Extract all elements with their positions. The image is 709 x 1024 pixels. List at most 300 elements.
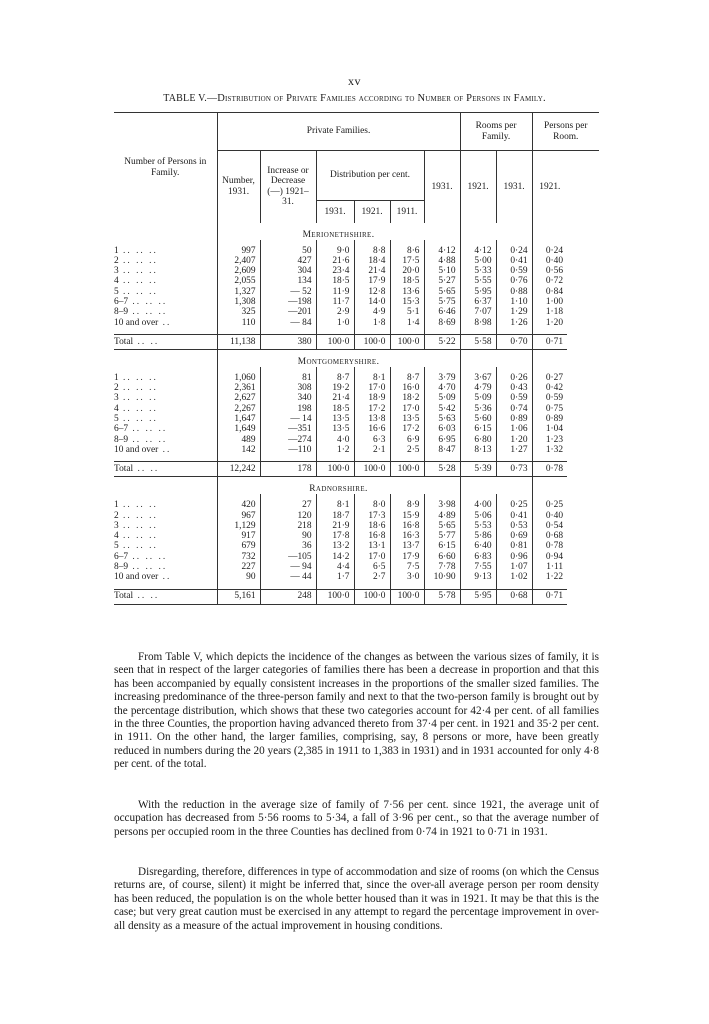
row-label-cell xyxy=(114,318,217,328)
row-label: 4 xyxy=(114,531,119,542)
cell-number: 325 xyxy=(217,307,260,317)
cell-persons-1921: 1·23 xyxy=(532,435,567,445)
cell-rooms-1931: 3·98 xyxy=(424,500,460,510)
leader-dots: .. .. .. xyxy=(118,520,158,531)
cell-rooms-1931: 5·77 xyxy=(424,531,460,541)
cell-persons-1921: 0·24 xyxy=(532,246,567,256)
cell-dist-1911: 18·5 xyxy=(390,276,424,286)
cell-dist-1931: 11·7 xyxy=(316,297,354,307)
cell-number: 1,647 xyxy=(217,414,260,424)
cell-increase: —201 xyxy=(260,307,316,317)
cell-dist-1911: 1·4 xyxy=(390,318,424,328)
cell-dist-1911: 16·8 xyxy=(390,521,424,531)
header-increase: Increase or Decrease (—) 1921–31. xyxy=(260,151,316,223)
header-rooms-per-family: Rooms per Family. xyxy=(460,113,532,151)
cell-dist-1911: 16·3 xyxy=(390,531,424,541)
cell-increase: 198 xyxy=(260,404,316,414)
leader-dots: .. .. .. xyxy=(118,393,158,404)
total-label: Total .. .. xyxy=(114,334,217,349)
cell-persons-1931: 0·89 xyxy=(496,414,532,424)
total-label: Total .. .. xyxy=(114,589,217,604)
cell-dist-1931: 2·9 xyxy=(316,307,354,317)
row-label-cell xyxy=(114,541,217,551)
cell-number: 1,060 xyxy=(217,373,260,383)
leader-dots: .. .. xyxy=(133,464,160,475)
cell-rooms-1931: 5·42 xyxy=(424,404,460,414)
total-row xyxy=(114,589,599,604)
total-dist-1911: 100·0 xyxy=(390,462,424,477)
cell-rooms-1921: 5·06 xyxy=(460,511,496,521)
cell-rooms-1921: 5·53 xyxy=(460,521,496,531)
cell-rooms-1921: 6·83 xyxy=(460,552,496,562)
cell-increase: 81 xyxy=(260,373,316,383)
total-rooms-1931: 5·22 xyxy=(424,334,460,349)
cell-dist-1931: 21·6 xyxy=(316,256,354,266)
cell-persons-1931: 1·10 xyxy=(496,297,532,307)
leader-dots: .. xyxy=(158,572,172,583)
row-label-cell xyxy=(114,414,217,424)
total-dist-1911: 100·0 xyxy=(390,334,424,349)
cell-rooms-1931: 5·27 xyxy=(424,276,460,286)
cell-rooms-1921: 6·80 xyxy=(460,435,496,445)
cell-dist-1911: 15·3 xyxy=(390,297,424,307)
total-rooms-1921: 5·95 xyxy=(460,589,496,604)
row-label: 6–7 xyxy=(114,551,129,562)
total-number: 11,138 xyxy=(217,334,260,349)
table-row xyxy=(114,541,599,551)
cell-number: 1,308 xyxy=(217,297,260,307)
cell-rooms-1921: 4·00 xyxy=(460,500,496,510)
cell-increase: 134 xyxy=(260,276,316,286)
total-persons-1921: 0·71 xyxy=(532,589,567,604)
cell-dist-1921: 6·5 xyxy=(354,562,390,572)
leader-dots: .. .. xyxy=(133,591,160,602)
cell-dist-1931: 23·4 xyxy=(316,266,354,276)
cell-dist-1931: 1·7 xyxy=(316,572,354,582)
cell-dist-1931: 1·0 xyxy=(316,318,354,328)
cell-dist-1931: 21·4 xyxy=(316,393,354,403)
total-row xyxy=(114,462,599,477)
paragraph-2: With the reduction in the average size of family of 7·56 per cent. since 1921, the average unit of occupation has decreased from 5·56 rooms to 5·34, a fall of 3·96 per cent., so that the average number of persons per occupied room in the three Counties has declined from 0·74 in 1921 to 0·71 in 1931. xyxy=(114,799,599,838)
cell-persons-1921: 1·32 xyxy=(532,445,567,455)
cell-dist-1921: 1·8 xyxy=(354,318,390,328)
cell-dist-1911: 20·0 xyxy=(390,266,424,276)
cell-number: 2,609 xyxy=(217,266,260,276)
cell-increase: 218 xyxy=(260,521,316,531)
leader-dots: .. .. .. xyxy=(118,372,158,383)
cell-persons-1921: 0·75 xyxy=(532,404,567,414)
row-label: 2 xyxy=(114,255,119,266)
cell-rooms-1931: 5·65 xyxy=(424,521,460,531)
cell-dist-1921: 14·0 xyxy=(354,297,390,307)
total-increase: 178 xyxy=(260,462,316,477)
total-number: 12,242 xyxy=(217,462,260,477)
cell-dist-1921: 2·1 xyxy=(354,445,390,455)
cell-rooms-1931: 7·78 xyxy=(424,562,460,572)
cell-rooms-1931: 4·88 xyxy=(424,256,460,266)
row-label-cell xyxy=(114,383,217,393)
table-row xyxy=(114,531,599,541)
stats-table xyxy=(114,112,599,605)
leader-dots: .. .. .. xyxy=(118,403,158,414)
cell-dist-1921: 8·8 xyxy=(354,246,390,256)
section-heading-spacer xyxy=(114,349,217,367)
table-row xyxy=(114,266,599,276)
cell-persons-1931: 0·88 xyxy=(496,287,532,297)
cell-dist-1911: 8·6 xyxy=(390,246,424,256)
cell-dist-1921: 17·3 xyxy=(354,511,390,521)
cell-number: 2,407 xyxy=(217,256,260,266)
table-row xyxy=(114,307,599,317)
cell-dist-1931: 4·0 xyxy=(316,435,354,445)
leader-dots: .. .. .. xyxy=(118,286,158,297)
cell-persons-1921: 0·78 xyxy=(532,541,567,551)
row-label-cell xyxy=(114,424,217,434)
cell-dist-1911: 6·9 xyxy=(390,435,424,445)
table-row xyxy=(114,414,599,424)
cell-dist-1921: 18·6 xyxy=(354,521,390,531)
total-increase: 248 xyxy=(260,589,316,604)
cell-increase: —351 xyxy=(260,424,316,434)
cell-persons-1921: 1·22 xyxy=(532,572,567,582)
cell-persons-1931: 0·25 xyxy=(496,500,532,510)
row-label: 5 xyxy=(114,541,119,552)
row-label: 1 xyxy=(114,372,119,383)
row-label: 2 xyxy=(114,510,119,521)
leader-dots: .. .. .. xyxy=(118,541,158,552)
cell-dist-1921: 16·6 xyxy=(354,424,390,434)
leader-dots: .. .. .. xyxy=(118,510,158,521)
cell-rooms-1931: 6·46 xyxy=(424,307,460,317)
cell-dist-1921: 6·3 xyxy=(354,435,390,445)
cell-number: 2,267 xyxy=(217,404,260,414)
cell-dist-1921: 13·1 xyxy=(354,541,390,551)
cell-number: 2,627 xyxy=(217,393,260,403)
cell-persons-1921: 1·11 xyxy=(532,562,567,572)
header-dist-1931: 1931. xyxy=(316,201,354,223)
cell-number: 732 xyxy=(217,552,260,562)
table-row xyxy=(114,511,599,521)
table-row xyxy=(114,552,599,562)
total-persons-1921: 0·78 xyxy=(532,462,567,477)
header-rooms-1921: 1921. xyxy=(460,151,496,223)
cell-dist-1911: 18·2 xyxy=(390,393,424,403)
cell-dist-1911: 16·0 xyxy=(390,383,424,393)
total-persons-1931: 0·68 xyxy=(496,589,532,604)
total-persons-1931: 0·73 xyxy=(496,462,532,477)
cell-rooms-1931: 5·63 xyxy=(424,414,460,424)
cell-rooms-1931: 4·12 xyxy=(424,246,460,256)
cell-dist-1921: 8·0 xyxy=(354,500,390,510)
table-row xyxy=(114,297,599,307)
cell-number: 1,129 xyxy=(217,521,260,531)
cell-rooms-1931: 5·09 xyxy=(424,393,460,403)
row-label-cell xyxy=(114,562,217,572)
table-row xyxy=(114,318,599,328)
section-heading-row xyxy=(114,223,599,240)
cell-number: 997 xyxy=(217,246,260,256)
cell-dist-1921: 17·0 xyxy=(354,383,390,393)
row-label: 4 xyxy=(114,276,119,287)
cell-rooms-1921: 5·95 xyxy=(460,287,496,297)
cell-dist-1921: 17·2 xyxy=(354,404,390,414)
cell-rooms-1921: 8·98 xyxy=(460,318,496,328)
cell-dist-1931: 13·5 xyxy=(316,424,354,434)
section-heading-spacer xyxy=(114,477,217,495)
row-label: 6–7 xyxy=(114,424,129,435)
cell-persons-1931: 0·59 xyxy=(496,266,532,276)
cell-persons-1931: 1·27 xyxy=(496,445,532,455)
cell-increase: —274 xyxy=(260,435,316,445)
header-rooms-1931: 1931. xyxy=(424,151,460,223)
cell-persons-1931: 0·43 xyxy=(496,383,532,393)
cell-increase: — 94 xyxy=(260,562,316,572)
cell-increase: 304 xyxy=(260,266,316,276)
row-label-cell xyxy=(114,307,217,317)
leader-dots: .. .. .. xyxy=(128,551,168,562)
header-private-families: Private Families. xyxy=(217,113,460,151)
row-label-cell xyxy=(114,531,217,541)
cell-dist-1911: 17·9 xyxy=(390,552,424,562)
cell-increase: 50 xyxy=(260,246,316,256)
cell-dist-1931: 18·7 xyxy=(316,511,354,521)
row-label-cell xyxy=(114,500,217,510)
cell-persons-1931: 0·41 xyxy=(496,511,532,521)
section-heading-row xyxy=(114,477,599,495)
cell-increase: 120 xyxy=(260,511,316,521)
cell-increase: — 44 xyxy=(260,572,316,582)
table-row xyxy=(114,287,599,297)
total-row xyxy=(114,334,599,349)
table-body xyxy=(114,223,599,605)
cell-dist-1911: 2·5 xyxy=(390,445,424,455)
cell-rooms-1921: 6·37 xyxy=(460,297,496,307)
cell-persons-1931: 0·76 xyxy=(496,276,532,286)
cell-persons-1931: 0·74 xyxy=(496,404,532,414)
cell-dist-1921: 18·4 xyxy=(354,256,390,266)
row-label-cell xyxy=(114,521,217,531)
row-label: 1 xyxy=(114,245,119,256)
leader-dots: .. .. .. xyxy=(118,414,158,425)
cell-rooms-1921: 6·40 xyxy=(460,541,496,551)
section-heading-spacer xyxy=(460,477,532,495)
header-number-of-persons: Number of Persons in Family. xyxy=(114,113,217,223)
cell-number: 90 xyxy=(217,572,260,582)
total-dist-1931: 100·0 xyxy=(316,334,354,349)
leader-dots: .. .. .. xyxy=(118,266,158,277)
table-row xyxy=(114,572,599,582)
cell-persons-1921: 1·20 xyxy=(532,318,567,328)
cell-dist-1921: 4·9 xyxy=(354,307,390,317)
leader-dots: .. .. .. xyxy=(128,307,168,318)
cell-dist-1911: 17·0 xyxy=(390,404,424,414)
table-row xyxy=(114,521,599,531)
cell-dist-1921: 21·4 xyxy=(354,266,390,276)
cell-persons-1931: 1·29 xyxy=(496,307,532,317)
row-label-cell xyxy=(114,404,217,414)
row-label: 10 and over xyxy=(114,317,159,328)
leader-dots: .. .. .. xyxy=(118,276,158,287)
cell-dist-1911: 8·9 xyxy=(390,500,424,510)
cell-dist-1921: 17·0 xyxy=(354,552,390,562)
table-row xyxy=(114,276,599,286)
leader-dots: .. .. .. xyxy=(128,562,168,573)
cell-rooms-1931: 5·75 xyxy=(424,297,460,307)
row-label: 8–9 xyxy=(114,307,129,318)
cell-persons-1921: 0·68 xyxy=(532,531,567,541)
total-rooms-1931: 5·28 xyxy=(424,462,460,477)
cell-dist-1931: 13·2 xyxy=(316,541,354,551)
cell-dist-1931: 13·5 xyxy=(316,414,354,424)
paragraph-1: From Table V, which depicts the incidence of the changes as between the various sizes of family, it is seen that in respect of the larger categories of families there has been a decrease in proportion and that this has been accompanied by equally consistent increases in the proportions of the smaller sized families. The increasing predominance of the three-person family and next to that the two-person family is brought out by the percentage distribution, which shows that these two categories account for 42·4 per cent. of all families in the three Counties, the proportion having advanced thereto from 37·4 per cent. in 1921 and 35·2 per cent. in 1911. On the other hand, the larger families, comprising, say, 8 persons or more, have been greatly reduced in numbers during the 20 years (2,385 in 1911 to 1,383 in 1931) and in 1931 accounted for only 4·8 per cent. of the total. xyxy=(114,651,599,771)
section-heading: Merionethshire. xyxy=(217,223,460,240)
header-persons-1921: 1921. xyxy=(532,151,567,223)
cell-dist-1911: 17·5 xyxy=(390,256,424,266)
cell-persons-1921: 1·18 xyxy=(532,307,567,317)
total-dist-1931: 100·0 xyxy=(316,462,354,477)
row-label-cell xyxy=(114,572,217,582)
row-label-cell xyxy=(114,256,217,266)
cell-rooms-1931: 3·79 xyxy=(424,373,460,383)
cell-persons-1921: 0·42 xyxy=(532,383,567,393)
total-increase: 380 xyxy=(260,334,316,349)
total-number: 5,161 xyxy=(217,589,260,604)
cell-dist-1921: 17·9 xyxy=(354,276,390,286)
total-rooms-1921: 5·58 xyxy=(460,334,496,349)
cell-persons-1921: 0·27 xyxy=(532,373,567,383)
row-label-cell xyxy=(114,511,217,521)
total-persons-1921: 0·71 xyxy=(532,334,567,349)
cell-number: 420 xyxy=(217,500,260,510)
cell-number: 1,327 xyxy=(217,287,260,297)
leader-dots: .. .. xyxy=(133,336,160,347)
table-row xyxy=(114,393,599,403)
table-title-text: Distribution of Private Families according to Number of Persons in Family. xyxy=(217,93,546,104)
cell-persons-1931: 1·07 xyxy=(496,562,532,572)
total-dist-1921: 100·0 xyxy=(354,462,390,477)
row-label: 8–9 xyxy=(114,434,129,445)
cell-dist-1931: 4·4 xyxy=(316,562,354,572)
section-heading-row xyxy=(114,349,599,367)
row-label-cell xyxy=(114,266,217,276)
row-label: 5 xyxy=(114,414,119,425)
cell-increase: 90 xyxy=(260,531,316,541)
total-rooms-1921: 5·39 xyxy=(460,462,496,477)
cell-dist-1931: 14·2 xyxy=(316,552,354,562)
row-label-cell xyxy=(114,552,217,562)
cell-rooms-1921: 5·60 xyxy=(460,414,496,424)
row-label: 5 xyxy=(114,286,119,297)
total-rooms-1931: 5·78 xyxy=(424,589,460,604)
cell-number: 2,055 xyxy=(217,276,260,286)
cell-dist-1931: 11·9 xyxy=(316,287,354,297)
header-persons-1931: 1931. xyxy=(496,151,532,223)
row-label: 3 xyxy=(114,393,119,404)
cell-number: 967 xyxy=(217,511,260,521)
row-label: 1 xyxy=(114,500,119,511)
cell-persons-1921: 0·54 xyxy=(532,521,567,531)
cell-rooms-1921: 5·09 xyxy=(460,393,496,403)
cell-dist-1911: 15·9 xyxy=(390,511,424,521)
total-dist-1921: 100·0 xyxy=(354,334,390,349)
cell-persons-1931: 0·59 xyxy=(496,393,532,403)
cell-persons-1931: 1·02 xyxy=(496,572,532,582)
cell-persons-1921: 0·72 xyxy=(532,276,567,286)
cell-rooms-1931: 8·69 xyxy=(424,318,460,328)
row-label-cell xyxy=(114,373,217,383)
cell-increase: 308 xyxy=(260,383,316,393)
cell-persons-1931: 0·24 xyxy=(496,246,532,256)
cell-persons-1921: 0·40 xyxy=(532,511,567,521)
row-label-cell xyxy=(114,297,217,307)
table-row xyxy=(114,500,599,510)
cell-number: 489 xyxy=(217,435,260,445)
cell-persons-1931: 0·41 xyxy=(496,256,532,266)
cell-persons-1931: 1·20 xyxy=(496,435,532,445)
cell-rooms-1921: 4·12 xyxy=(460,246,496,256)
cell-dist-1911: 13·6 xyxy=(390,287,424,297)
cell-increase: —105 xyxy=(260,552,316,562)
cell-rooms-1921: 5·86 xyxy=(460,531,496,541)
total-dist-1911: 100·0 xyxy=(390,589,424,604)
cell-rooms-1921: 7·07 xyxy=(460,307,496,317)
paragraph-3: Disregarding, therefore, differences in type of accommodation and size of rooms (on which the Census returns are, of course, silent) it might be inferred that, since the over-all average person per room density has been reduced, the population is on the whole better housed than it was in 1921. It may be that this is the case; but very great caution must be exercised in any attempt to regard the percentage improvement in over-all density as a measure of the actual improvement in housing conditions. xyxy=(114,866,599,932)
cell-persons-1921: 0·94 xyxy=(532,552,567,562)
cell-dist-1911: 13·7 xyxy=(390,541,424,551)
row-label: 10 and over xyxy=(114,572,159,583)
cell-rooms-1931: 6·95 xyxy=(424,435,460,445)
table-header xyxy=(114,113,599,223)
cell-rooms-1921: 8·13 xyxy=(460,445,496,455)
cell-persons-1921: 1·00 xyxy=(532,297,567,307)
cell-persons-1921: 0·89 xyxy=(532,414,567,424)
cell-dist-1931: 21·9 xyxy=(316,521,354,531)
cell-increase: —198 xyxy=(260,297,316,307)
leader-dots: .. .. .. xyxy=(128,434,168,445)
row-label: 6–7 xyxy=(114,296,129,307)
cell-increase: 427 xyxy=(260,256,316,266)
row-label: 3 xyxy=(114,520,119,531)
row-label-cell xyxy=(114,393,217,403)
cell-persons-1931: 0·26 xyxy=(496,373,532,383)
table-row xyxy=(114,256,599,266)
table-row xyxy=(114,445,599,455)
cell-increase: — 52 xyxy=(260,287,316,297)
cell-rooms-1921: 5·55 xyxy=(460,276,496,286)
table-title-prefix: TABLE V.— xyxy=(163,93,218,104)
cell-dist-1931: 17·8 xyxy=(316,531,354,541)
cell-number: 2,361 xyxy=(217,383,260,393)
cell-rooms-1921: 7·55 xyxy=(460,562,496,572)
table-row xyxy=(114,373,599,383)
section-heading: Radnorshire. xyxy=(217,477,460,495)
cell-number: 1,649 xyxy=(217,424,260,434)
cell-dist-1921: 12·8 xyxy=(354,287,390,297)
cell-rooms-1921: 6·15 xyxy=(460,424,496,434)
cell-persons-1921: 0·56 xyxy=(532,266,567,276)
table-row xyxy=(114,435,599,445)
leader-dots: .. .. .. xyxy=(118,531,158,542)
cell-rooms-1931: 6·15 xyxy=(424,541,460,551)
cell-number: 227 xyxy=(217,562,260,572)
cell-rooms-1921: 9·13 xyxy=(460,572,496,582)
cell-rooms-1931: 5·10 xyxy=(424,266,460,276)
cell-rooms-1921: 5·33 xyxy=(460,266,496,276)
cell-dist-1931: 1·2 xyxy=(316,445,354,455)
cell-persons-1921: 0·59 xyxy=(532,393,567,403)
distribution-table xyxy=(114,112,599,605)
row-label: 8–9 xyxy=(114,562,129,573)
